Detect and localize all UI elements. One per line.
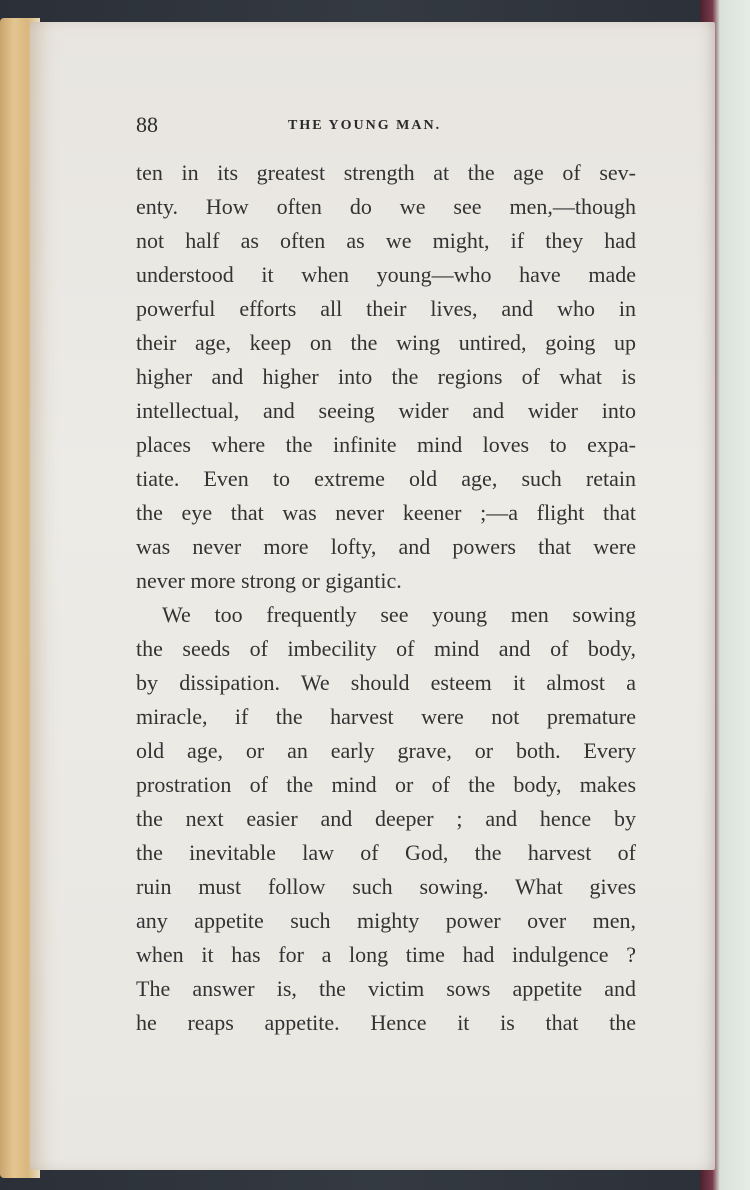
text-line: by dissipation. We should esteem it almost a (136, 670, 636, 695)
body-text (136, 156, 636, 1040)
text-line: never more strong or gigantic. (136, 568, 402, 593)
text-line: higher and higher into the regions of what is (136, 364, 636, 389)
text-line: ten in its greatest strength at the age of sev- (136, 160, 636, 185)
text-line: enty. How often do we see men,—though (136, 194, 636, 219)
text-line: the next easier and deeper ; and hence by (136, 806, 636, 831)
text-line: ruin must follow such sowing. What gives (136, 874, 636, 899)
text-line: the seeds of imbecility of mind and of body, (136, 636, 636, 661)
text-line: prostration of the mind or of the body, makes (136, 772, 636, 797)
text-line: understood it when young—who have made (136, 262, 636, 287)
text-line: he reaps appetite. Hence it is that the (136, 1010, 636, 1035)
text-line: intellectual, and seeing wider and wider into (136, 398, 636, 423)
text-line: places where the infinite mind loves to expa- (136, 432, 636, 457)
text-line: powerful efforts all their lives, and who in (136, 296, 636, 321)
text-line: miracle, if the harvest were not premature (136, 704, 636, 729)
text-line: any appetite such mighty power over men, (136, 908, 636, 933)
text-line: their age, keep on the wing untired, going up (136, 330, 636, 355)
page-number: 88 (136, 112, 158, 137)
text-line: not half as often as we might, if they had (136, 228, 636, 253)
text-line: when it has for a long time had indulgence ? (136, 942, 636, 967)
text-line: was never more lofty, and powers that were (136, 534, 636, 559)
text-line: the inevitable law of God, the harvest of (136, 840, 636, 865)
text-line: the eye that was never keener ;—a flight that (136, 500, 636, 525)
running-head: THE YOUNG MAN. (288, 118, 442, 133)
paragraph-start-line: We too frequently see young men sowing (162, 602, 636, 627)
text-line: tiate. Even to extreme old age, such retain (136, 466, 636, 491)
text-line: The answer is, the victim sows appetite and (136, 976, 636, 1001)
text-line: old age, or an early grave, or both. Every (136, 738, 636, 763)
